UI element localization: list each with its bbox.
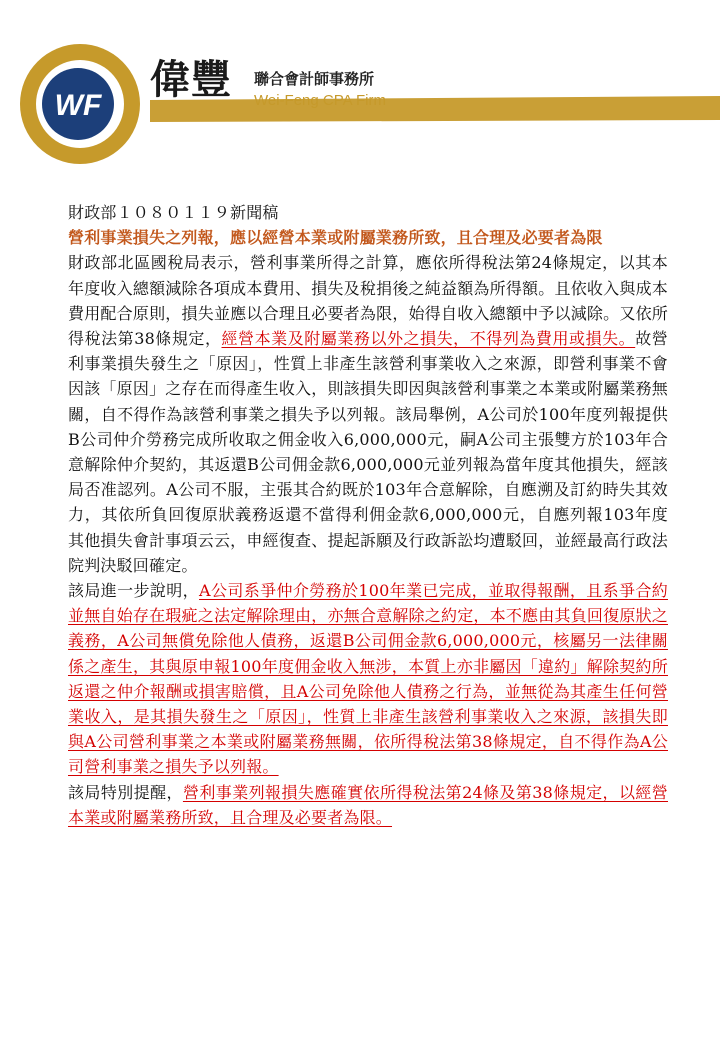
paragraph-2 xyxy=(68,578,668,780)
paragraph-2-text-a: 該局進一步說明， xyxy=(68,581,200,601)
paragraph-3 xyxy=(68,780,668,830)
firm-subtitle-cn: 聯合會計師事務所 xyxy=(254,70,375,88)
letterhead xyxy=(0,0,720,190)
paragraph-1 xyxy=(68,250,668,578)
press-release-source: 財政部１０８０１１９新聞稿 xyxy=(68,203,279,222)
paragraph-3-text-a: 該局特別提醒， xyxy=(68,782,183,802)
logo-text: WF xyxy=(54,89,102,122)
paragraph-1-highlight: 經營本業及附屬業務以外之損失，不得列為費用或損失。 xyxy=(221,329,636,349)
paragraph-1-text-b: 故營利事業損失發生之「原因」，性質上非產生該營利事業收入之來源，即營利事業不會因該「原因」之存在而得產生收入，則該損失即因與該營利事業之本業或附屬業務無關，自不得作為該營利事業之損失予以列報。該局舉例，A公司於100年度列報提供B公司仲介勞務完成所收取之佣金收入6,000,000元，嗣A公司主張雙方於103年合意解除仲介契約，其返還B公司佣金款6,000,000元並列報為當年度其他損失，經該局否准認列。A公司不服，主張其合約既於103年合意解除，自應溯及訂約時失其效力，其依所負回復原狀義務返還不當得利佣金款6,000,000元，自應列報103年度其他損失會計事項云云，申經復查、提起訴願及行政訴訟均遭駁回，並經最高行政法院判決駁回確定。 xyxy=(68,329,668,575)
paragraph-1-text-a: 財政部北區國稅局表示，營利事業所得之計算，應依所得稅法第24條規定，以其本年度收入總額減除各項成本費用、損失及稅捐後之純益額為所得額。且依收入與成本費用配合原則，損失並應以合理且必要者為限，始得自收入總額中予以減除。又依所得稅法第38條規定， xyxy=(68,253,668,349)
document-body xyxy=(68,200,668,830)
paragraph-2-highlight: A公司系爭仲介勞務於100年業已完成，並取得報酬，且系爭合約並無自始存在瑕疵之法定解除理由，亦無合意解除之約定，本不應由其負回復原狀之義務，A公司無償免除他人債務，返還B公司佣金款6,000,000元，核屬另一法律關係之產生，其與原申報100年度佣金收入無涉，本質上亦非屬因「違約」解除契約所返還之仲介報酬或損害賠償，且A公司免除他人債務之行為，並無從為其產生任何營業收入，是其損失發生之「原因」，性質上非產生該營利事業收入之來源，該損失即與A公司營利事業之本業或附屬業務無關，依所得稅法第38條規定，自不得作為A公司營利事業之損失予以列報。 xyxy=(68,581,668,777)
firm-subtitle-en: Wei-Feng CPA Firm xyxy=(254,92,386,109)
firm-name-cn: 偉豐 xyxy=(150,57,232,103)
press-release-headline: 營利事業損失之列報，應以經營本業或附屬業務所致，且合理及必要者為限 xyxy=(68,228,603,248)
paragraph-3-highlight: 營利事業列報損失應確實依所得稅法第24條及第38條規定，以經營本業或附屬業務所致，且合理及必要者為限。 xyxy=(68,782,668,827)
